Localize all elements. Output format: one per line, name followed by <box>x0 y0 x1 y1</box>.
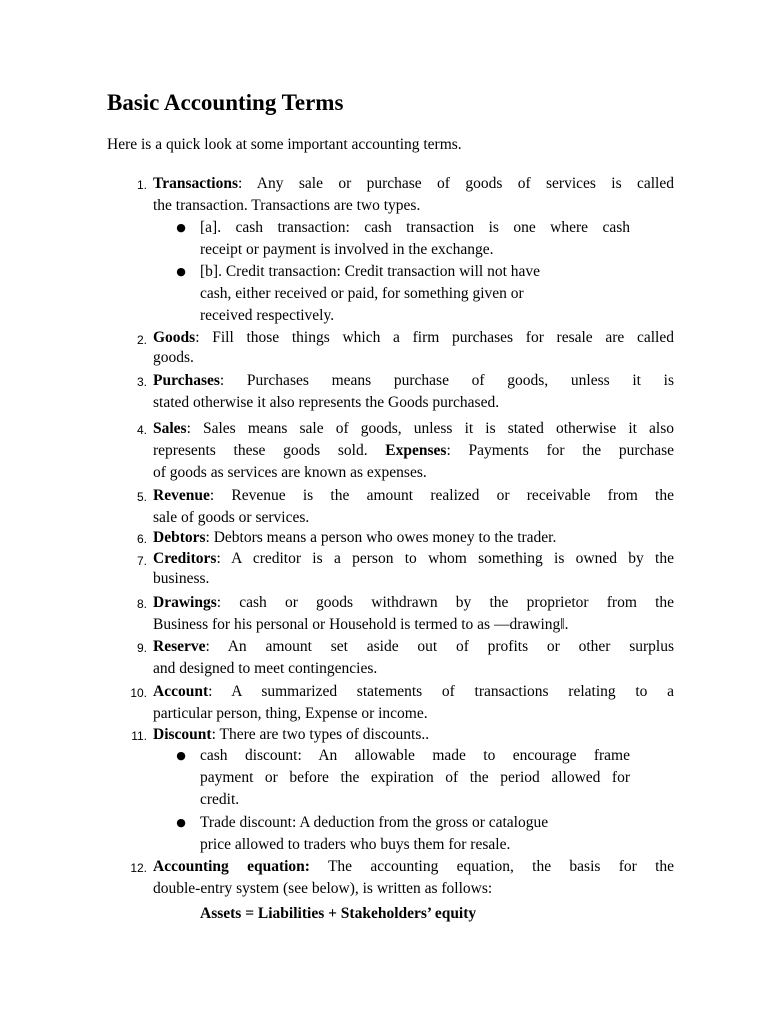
bullet-item-trade-discount: ● Trade discount: A deduction from the gross or catalogue price allowed to traders who buys them for resale. <box>200 812 630 856</box>
item-number: 10. <box>130 686 147 700</box>
page-title: Basic Accounting Terms <box>107 90 344 115</box>
bullet-item-cash-discount: ● cash discount: An allowable made to encourage frame payment or before the expiration of the period allowed for credit. <box>200 745 630 811</box>
item-number: 2. <box>136 333 147 347</box>
list-item-reserve: 9. Reserve: An amount set aside out of profits or other surplus and designed to meet contingencies. <box>107 636 674 680</box>
list-item-debtors: 6. Debtors: Debtors means a person who owes money to the trader. <box>107 527 674 549</box>
item-number: 5. <box>136 490 147 504</box>
list-item-accounting-equation: 12. Accounting equation: The accounting equation, the basis for the double-entry system (see below), is written as follows: <box>107 856 674 900</box>
list-item-revenue: 5. Revenue: Revenue is the amount realized or receivable from the sale of goods or services. <box>107 485 674 529</box>
item-number: 8. <box>136 597 147 611</box>
item-number: 12. <box>130 861 147 875</box>
term-label: Goods <box>153 329 196 346</box>
term-label: Debtors <box>153 529 206 546</box>
term-label: Sales <box>153 420 187 437</box>
term-label: Revenue <box>153 487 210 504</box>
item-number: 3. <box>136 375 147 389</box>
item-number: 11. <box>131 729 147 743</box>
list-item-goods: 2. Goods: Fill those things which a firm purchases for resale are called goods. <box>107 328 674 368</box>
term-label: Purchases <box>153 372 220 389</box>
term-label: Creditors <box>153 550 217 567</box>
term-label: Discount <box>153 726 212 743</box>
item-number: 6. <box>136 532 147 546</box>
bullet-icon: ● <box>176 265 186 278</box>
list-item-drawings: 8. Drawings: cash or goods withdrawn by the proprietor from the Business for his personal or Household is termed to as ―drawing‖. <box>107 592 674 636</box>
bullet-icon: ● <box>176 816 186 829</box>
accounting-equation-formula: Assets = Liabilities + Stakeholders’ equity <box>200 905 477 922</box>
term-label: Drawings <box>153 594 217 611</box>
list-item-sales: 4. Sales: Sales means sale of goods, unless it is stated otherwise it also represents these goods sold. Expenses: Payments for the purchase of goods as services are known as expenses. <box>107 418 674 484</box>
list-item-discount: 11. Discount: There are two types of discounts.. <box>107 724 674 746</box>
bullet-item-cash-transaction: ● [a]. cash transaction: cash transaction is one where cash receipt or payment is involved in the exchange. <box>200 217 630 261</box>
term-label: Expenses <box>385 442 447 459</box>
list-item-transactions: 1. Transactions: Any sale or purchase of goods of services is called the transaction. Transactions are two types. <box>107 173 674 217</box>
item-number: 1. <box>136 178 147 192</box>
list-item-creditors: 7. Creditors: A creditor is a person to whom something is owned by the business. <box>107 549 674 589</box>
term-label: Account <box>153 683 209 700</box>
list-item-account: 10. Account: A summarized statements of transactions relating to a particular person, thing, Expense or income. <box>107 681 674 725</box>
item-number: 9. <box>136 641 147 655</box>
term-label: Transactions <box>153 175 238 192</box>
term-label: Reserve <box>153 638 206 655</box>
item-number: 4. <box>136 423 147 437</box>
term-label: Accounting equation: <box>153 858 310 875</box>
item-number: 7. <box>136 554 147 568</box>
bullet-item-credit-transaction: ● [b]. Credit transaction: Credit transaction will not have cash, either received or paid, for something given or received respectively. <box>200 261 630 327</box>
bullet-icon: ● <box>176 221 186 234</box>
intro-text: Here is a quick look at some important accounting terms. <box>107 136 462 153</box>
bullet-icon: ● <box>176 749 186 762</box>
list-item-purchases: 3. Purchases: Purchases means purchase of goods, unless it is stated otherwise it also represents the Goods purchased. <box>107 370 674 414</box>
